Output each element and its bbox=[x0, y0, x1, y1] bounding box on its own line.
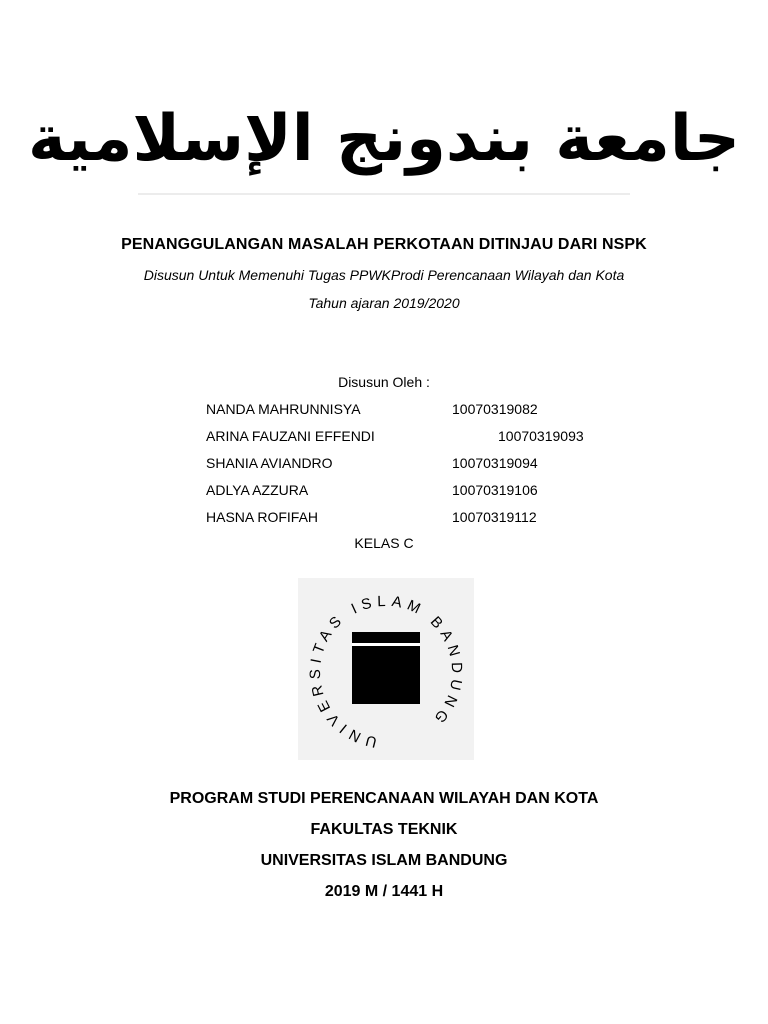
program-name: PROGRAM STUDI PERENCANAAN WILAYAH DAN KOTA bbox=[169, 790, 599, 807]
author-row bbox=[206, 428, 586, 448]
authors-label: Disusun Oleh : bbox=[338, 374, 430, 390]
year-label: 2019 M / 1441 H bbox=[324, 883, 444, 900]
author-name: ARINA FAUZANI EFFENDI bbox=[206, 428, 375, 444]
author-name: SHANIA AVIANDRO bbox=[206, 455, 333, 471]
author-row bbox=[206, 509, 586, 529]
author-name: NANDA MAHRUNNISYA bbox=[206, 401, 361, 417]
document-subtitle: Disusun Untuk Memenuhi Tugas PPWKProdi Perencanaan Wilayah dan Kota bbox=[143, 267, 625, 283]
author-name: ADLYA AZZURA bbox=[206, 482, 309, 498]
document-title: PENANGGULANGAN MASALAH PERKOTAAN DITINJAU DARI NSPK bbox=[121, 236, 647, 253]
arabic-calligraphy-header bbox=[27, 88, 741, 198]
author-nim: 10070319106 bbox=[452, 482, 538, 498]
class-label: KELAS C bbox=[354, 535, 414, 551]
university-name: UNIVERSITAS ISLAM BANDUNG bbox=[260, 852, 508, 869]
author-name: HASNA ROFIFAH bbox=[206, 509, 319, 525]
academic-year: Tahun ajaran 2019/2020 bbox=[308, 295, 460, 311]
author-nim: 10070319082 bbox=[452, 401, 538, 417]
author-row bbox=[206, 455, 586, 475]
author-nim: 10070319094 bbox=[452, 455, 538, 471]
university-logo bbox=[298, 578, 474, 760]
author-row bbox=[206, 401, 586, 421]
author-nim: 10070319112 bbox=[452, 509, 537, 525]
author-row bbox=[206, 482, 586, 502]
logo-ring-text: UNIVERSITAS ISLAM BANDUNG bbox=[306, 592, 466, 751]
author-nim: 10070319093 bbox=[498, 428, 584, 444]
kaaba-icon bbox=[352, 632, 420, 704]
faculty-name: FAKULTAS TEKNIK bbox=[310, 821, 458, 838]
calligraphy-text: جامعة بندونج الإسلامية bbox=[27, 102, 741, 176]
